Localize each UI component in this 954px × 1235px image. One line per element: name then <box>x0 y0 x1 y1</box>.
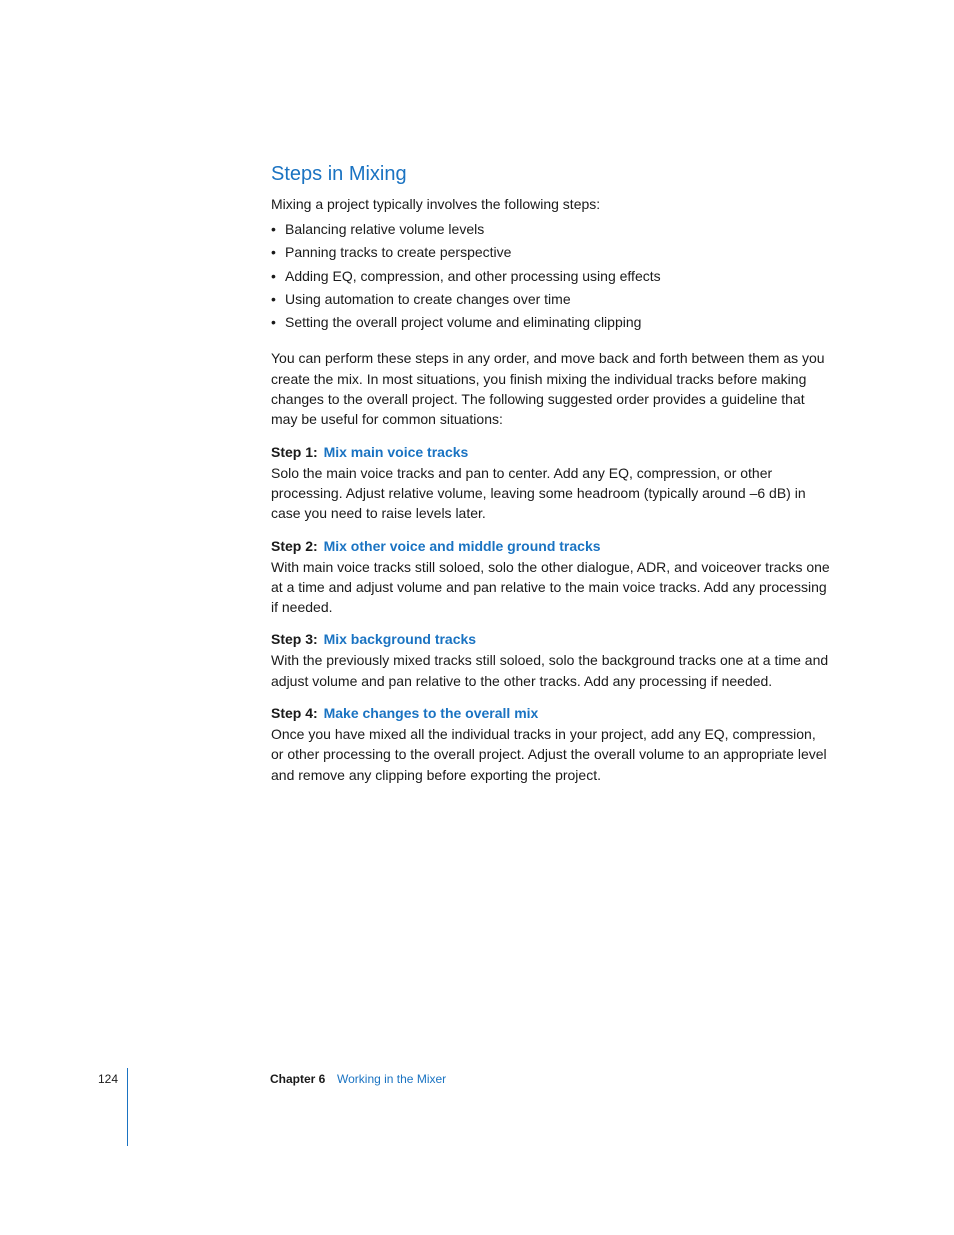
list-item-text: Balancing relative volume levels <box>285 221 485 237</box>
step-body: Once you have mixed all the individual tracks in your project, add any EQ, compression, or other processing to the overall project. Adjust the overall volume to an appropriate level and remove any clipping before exporting the project. <box>271 726 827 783</box>
page-footer <box>0 1068 954 1148</box>
chapter-label: Chapter 6 <box>270 1072 326 1086</box>
step-1 <box>271 442 831 524</box>
page-content <box>271 160 831 797</box>
section-title: Steps in Mixing <box>271 163 407 185</box>
step-heading <box>271 703 831 723</box>
list-item <box>271 218 831 241</box>
step-label: Step 2: <box>271 537 318 554</box>
list-item <box>271 265 831 288</box>
page-number: 124 <box>98 1072 119 1086</box>
bullet-icon: • <box>271 314 276 331</box>
bullet-icon: • <box>271 221 276 237</box>
step-heading <box>271 442 831 462</box>
step-title: Mix other voice and middle ground tracks <box>323 537 601 554</box>
step-heading <box>271 629 831 649</box>
step-label: Step 3: <box>271 631 318 648</box>
step-label: Step 4: <box>271 705 318 722</box>
body-paragraph: You can perform these steps in any order, and move back and forth between them as you create the mix. In most situations, you finish mixing the individual tracks before making changes to the overall project. The following suggested order provides a guideline that may be useful for common situations: <box>271 350 825 428</box>
step-heading <box>271 536 831 556</box>
step-2 <box>271 536 831 618</box>
list-item-text: Adding EQ, compression, and other processing using effects <box>285 267 661 284</box>
list-item <box>271 241 831 264</box>
step-4 <box>271 703 831 785</box>
footer-divider <box>127 1068 128 1146</box>
list-item-text: Setting the overall project volume and eliminating clipping <box>285 314 642 331</box>
list-item <box>271 311 831 334</box>
bullet-icon: • <box>271 267 276 284</box>
step-body: With main voice tracks still soloed, solo the other dialogue, ADR, and voiceover tracks one at a time and adjust volume and pan relative to the main voice tracks. Add any processing if needed. <box>271 558 830 616</box>
step-title: Make changes to the overall mix <box>323 705 539 722</box>
step-3 <box>271 629 831 691</box>
list-item-text: Panning tracks to create perspective <box>285 244 512 261</box>
steps-list <box>271 218 831 334</box>
step-title: Mix background tracks <box>323 631 477 648</box>
step-title: Mix main voice tracks <box>323 443 469 460</box>
list-item-text: Using automation to create changes over time <box>285 290 571 307</box>
step-label: Step 1: <box>271 443 318 460</box>
bullet-icon: • <box>271 244 276 261</box>
list-item <box>271 288 831 311</box>
bullet-icon: • <box>271 290 276 307</box>
step-body: Solo the main voice tracks and pan to center. Add any EQ, compression, or other processing. Adjust relative volume, leaving some headroom (typically around –6 dB) in case you need to raise levels later. <box>271 464 806 522</box>
chapter-title-link[interactable]: Working in the Mixer <box>337 1072 447 1086</box>
intro-text: Mixing a project typically involves the following steps: <box>271 196 601 212</box>
step-body: With the previously mixed tracks still soloed, solo the background tracks one at a time and adjust volume and pan relative to the other tracks. Add any processing if needed. <box>271 652 829 689</box>
